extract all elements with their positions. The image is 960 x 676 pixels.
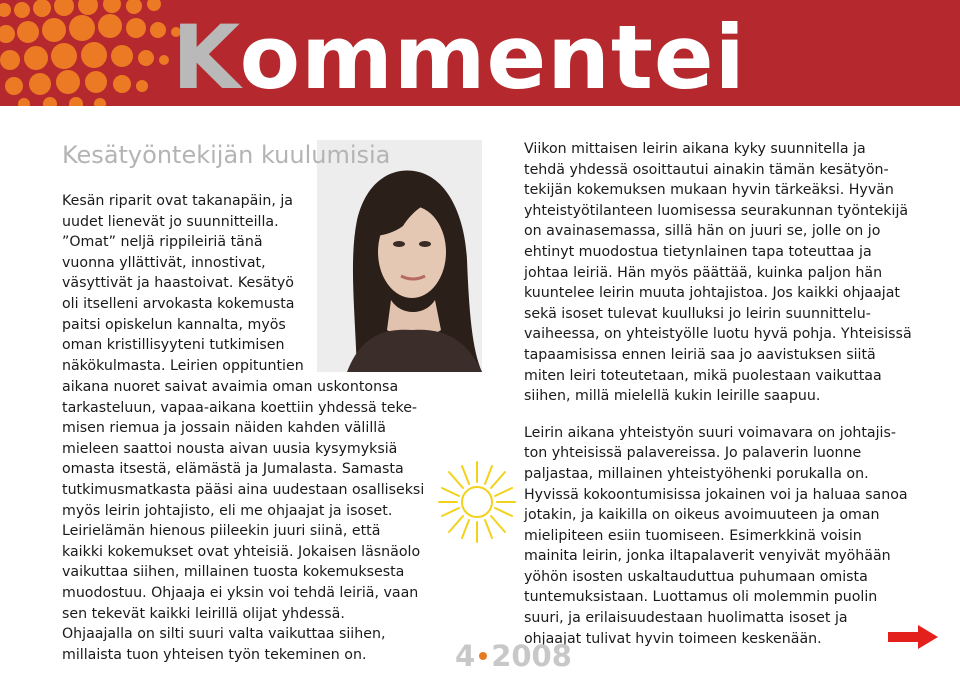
page-title (172, 6, 746, 106)
text-line: miten leiri toteutetaan, mikä puolestaan vaikuttaa (524, 367, 882, 384)
text-line: kaikki kokemukset ovat yhteisiä. Jokaisen läsnäolo (62, 543, 421, 560)
text-line: ehtinyt muodostua tietynlainen tapa toteuttaa ja (524, 243, 872, 260)
right-column (524, 139, 914, 649)
text-line: ohjaajat tulivat hyvin toimeen keskenään. (524, 630, 822, 647)
text-line: tutkimusmatkasta pääsi aina uudestaan osalliseksi (62, 481, 425, 498)
text-line: tarkasteluun, vapaa-aikana koettiin yhdessä teke- (62, 399, 418, 416)
text-line: myös leirin johtajisto, eli me ohjaajat ja isoset. (62, 502, 393, 519)
text-line: muodostuu. Ohjaaja ei yksin voi tehdä leiriä, vaan (62, 584, 419, 601)
header-banner (0, 0, 960, 106)
text-line: yhteistyötilanteen luomisessa seurakunnan työntekijä (524, 202, 909, 219)
text-line: aikana nuoret saivat avaimia oman uskontonsa (62, 379, 399, 395)
next-page-arrow-icon[interactable] (886, 624, 940, 650)
text-line: ”Omat” neljä rippileiriä tänä (62, 234, 263, 251)
issue-year: 2008 (491, 639, 572, 673)
article-subtitle: Kesätyöntekijän kuulumisia (62, 141, 391, 169)
text-line: vaikuttaa siihen, millainen tuosta kokemuksesta (62, 564, 405, 581)
left-column-intro (62, 191, 312, 376)
issue-number: 4 (455, 639, 476, 673)
text-line: tapaamisissa ennen leiriä saa jo aavistuksen siitä (524, 346, 876, 363)
left-column-body (62, 377, 442, 665)
text-line: on avainasemassa, sillä hän on juuri se, jolle on jo (524, 223, 881, 240)
page-number (455, 639, 572, 673)
text-line: ton yhteisissä palavereissa. Jo palaverin luonne (524, 445, 862, 462)
title-initial: K (172, 6, 240, 106)
text-line: uudet lienevät jo suunnitteilla. (62, 213, 279, 230)
title-rest: ommentei (239, 6, 746, 106)
text-line: näkökulmasta. Leirien oppituntien (62, 357, 304, 374)
text-line: siihen, millä mielellä kukin leirille saapuu. (524, 388, 821, 405)
text-line: vuonna yllättivät, innostivat, (62, 254, 266, 271)
text-line: Leirielämän hienous piileekin juuri siinä, että (62, 523, 381, 540)
paragraph-1 (524, 139, 914, 407)
separator-dot (479, 652, 487, 660)
text-line: suuri, ja erilaisuudestaan huolimatta isoset ja (524, 610, 848, 627)
text-line: väsyttivät ja haastoivat. Kesätyö (62, 275, 294, 292)
text-line: johtaa leiriä. Hän myös päättää, kuinka paljon hän (524, 264, 883, 281)
text-line: tehdä yhdessä osoittautui ainakin tämän kesätyön- (524, 161, 889, 178)
text-line: jotakin, ja kaikilla on oikeus avoimuuteen ja oman (524, 507, 880, 524)
text-line: vaiheessa, on yhteistyölle luotu hyvä pohja. Yhteisissä (524, 326, 912, 343)
text-line: mielipiteen esiin tuomiseen. Esimerkkinä voisin (524, 527, 862, 544)
text-line: yöhön isosten uskaltauduttua puhumaan omista (524, 568, 868, 585)
text-line: Ohjaajalla on silti suuri valta vaikuttaa siihen, (62, 626, 386, 643)
text-line: paitsi opiskelun kannalta, myös (62, 316, 286, 333)
text-line: misen riemua ja jossain näiden kahden välillä (62, 420, 386, 437)
text-line: Kesän riparit ovat takanapäin, ja (62, 193, 293, 209)
text-line: sen tekevät kaikki leirillä olijat yhdessä. (62, 605, 345, 622)
text-line: tuntemuksistaan. Luottamus oli molemmin puolin (524, 589, 878, 606)
text-line: omasta itsestä, elämästä ja Jumalasta. Samasta (62, 461, 404, 478)
text-line: Hyvissä kokoontumisissa jokainen voi ja haluaa sanoa (524, 486, 908, 503)
author-portrait (317, 140, 482, 372)
paragraph-2 (524, 423, 914, 650)
decorative-dots-icon (0, 0, 190, 106)
text-line: mieleen saattoi nousta aivan uusia kysymyksiä (62, 440, 398, 457)
text-line: Leirin aikana yhteistyön suuri voimavara on johtajis- (524, 424, 897, 441)
text-line: oli itselleni arvokasta kokemusta (62, 295, 295, 312)
text-line: millaista tuon yhteisen työn tekeminen on. (62, 646, 367, 663)
text-line: Viikon mittaisen leirin aikana kyky suunnitella ja (524, 141, 866, 157)
text-line: tekijän kokemuksen mukaan hyvin tärkeäksi. Hyvän (524, 182, 894, 199)
text-line: oman kristillisyyteni tutkimisen (62, 337, 285, 354)
text-line: mainita leirin, jonka iltapalaverit venyivät myöhään (524, 548, 891, 565)
sun-doodle-icon (436, 458, 518, 546)
text-line: paljastaa, millainen yhteistyöhenki porukalla on. (524, 465, 869, 482)
text-line: kuuntelee leirin muuta johtajistoa. Jos kaikki ohjaajat (524, 285, 900, 302)
text-line: sekä isoset tulevat kuulluksi jo leirin suunnittelu- (524, 305, 871, 322)
